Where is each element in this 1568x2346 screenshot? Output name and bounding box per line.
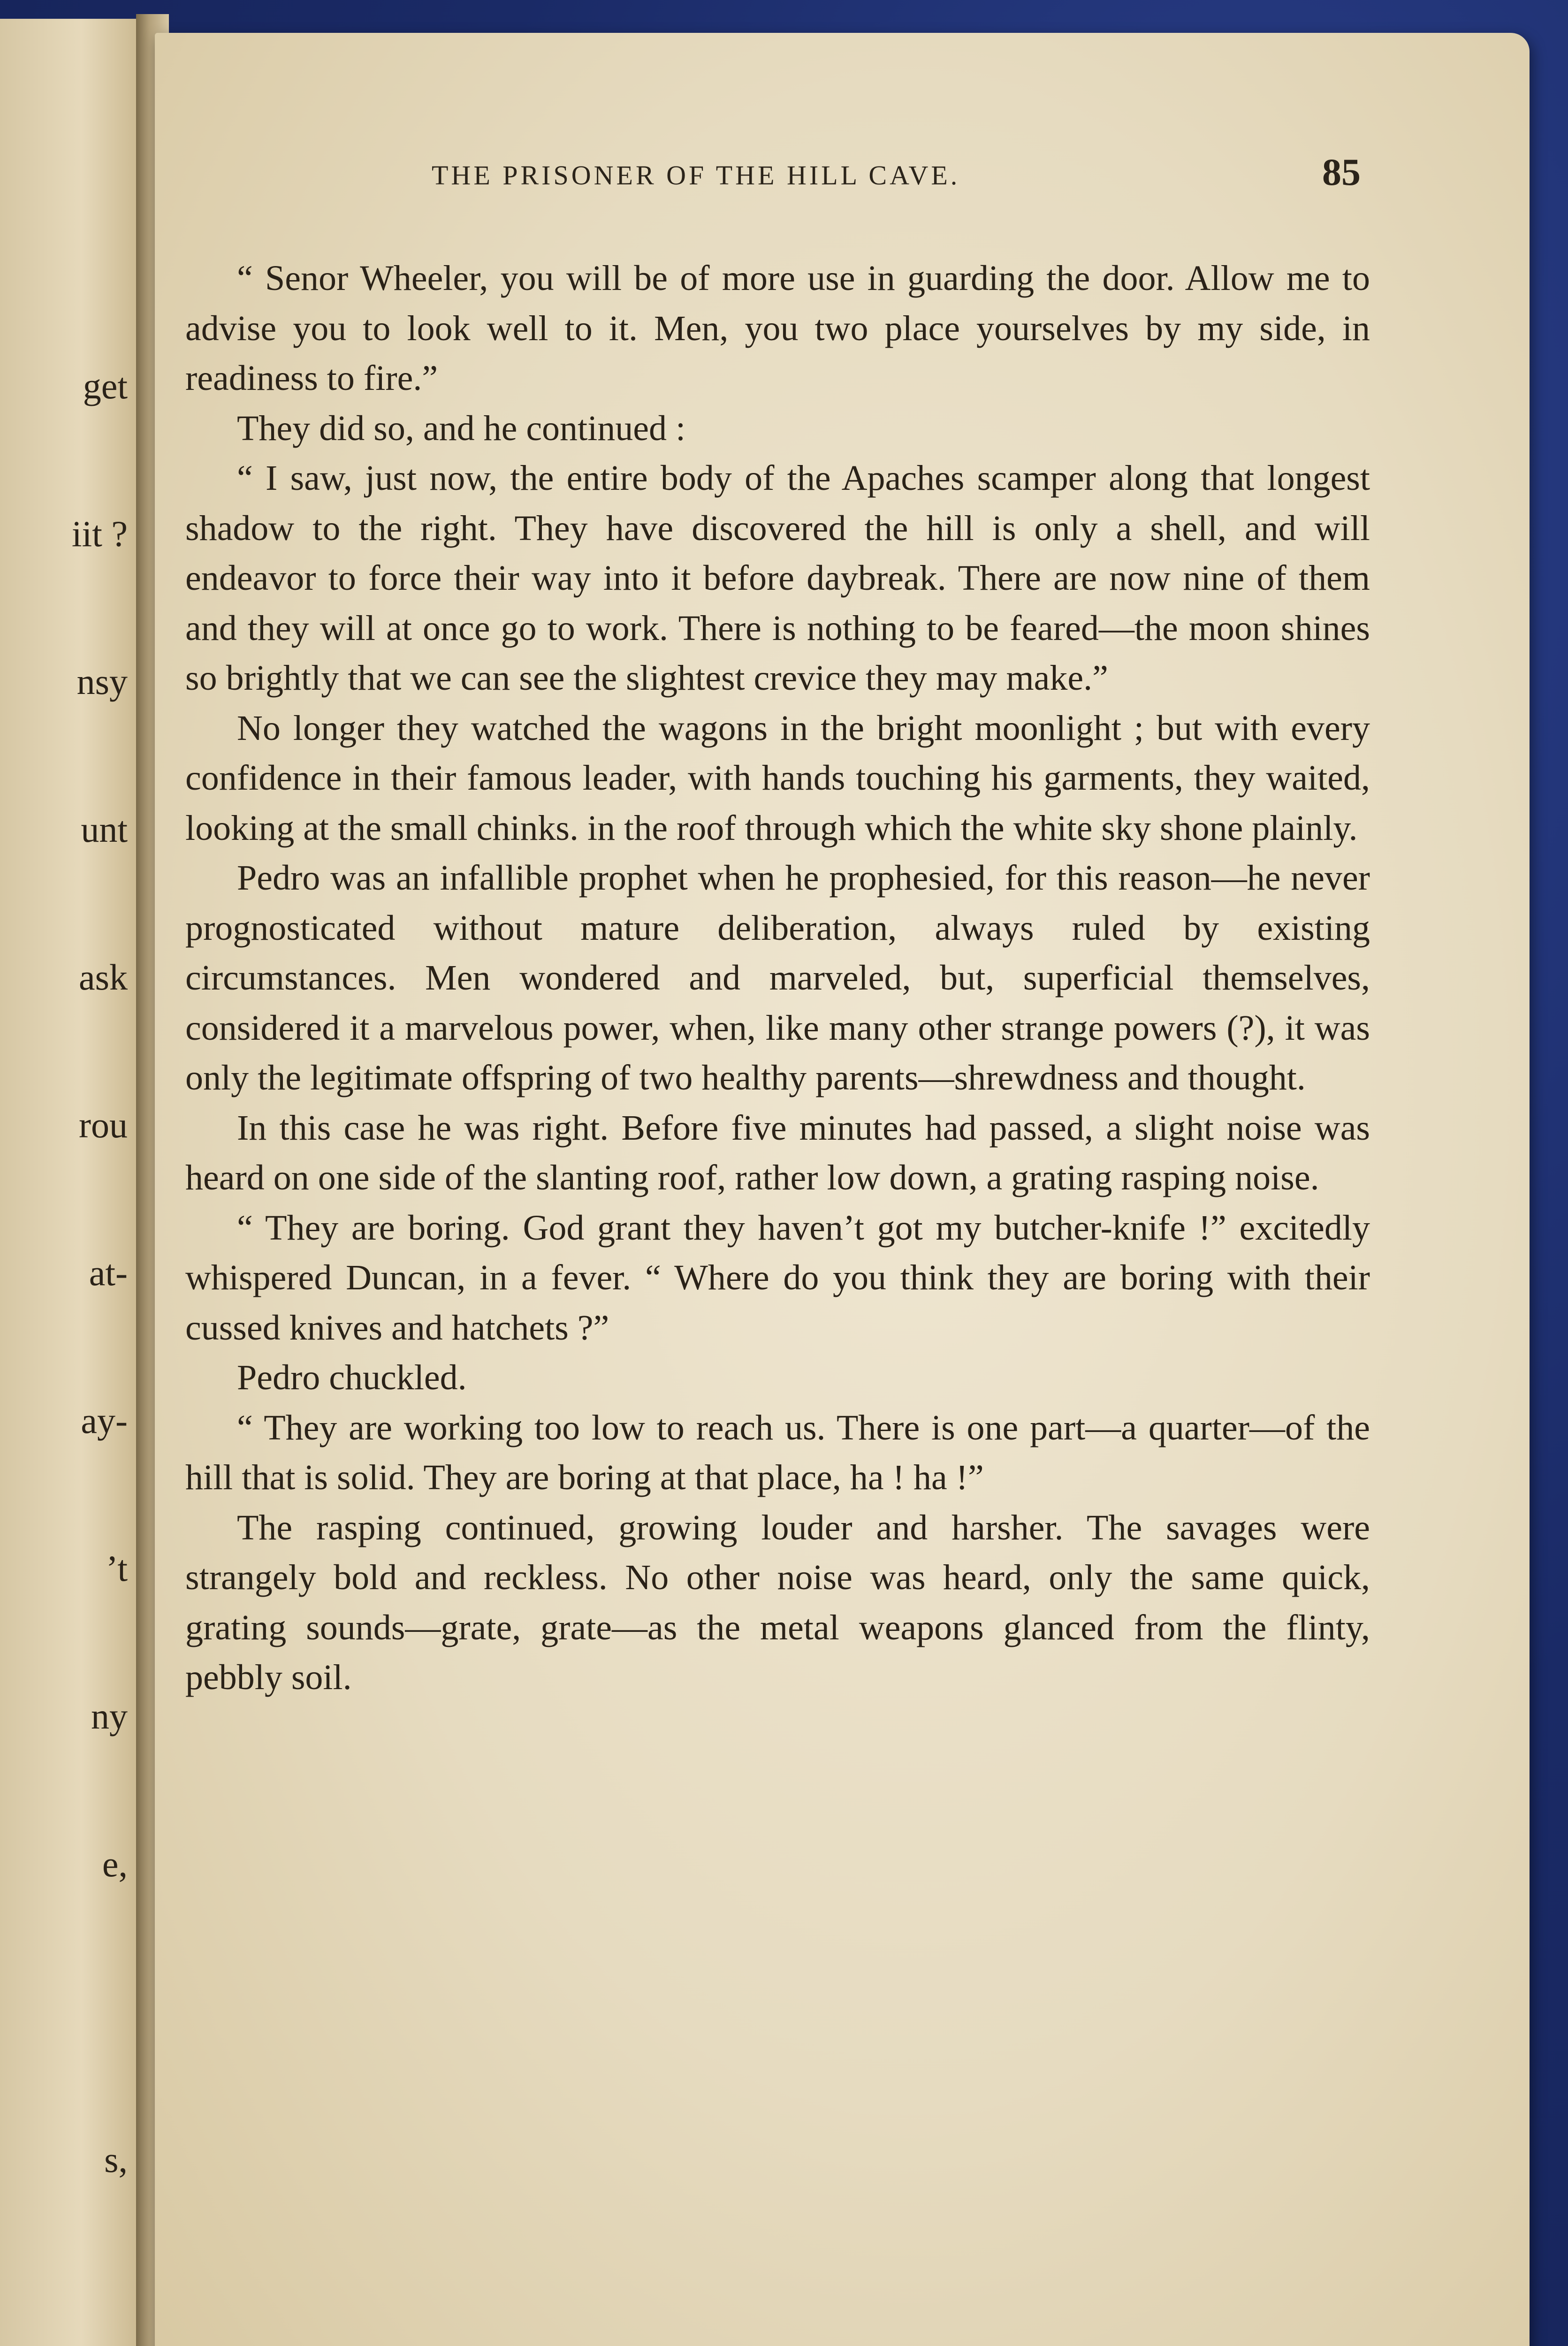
paragraph: “ Senor Wheeler, you will be of more use in guarding the door. Allow me to advise you to look well to it. Men, you two place yourselves by my side, in readiness to fire.”	[185, 259, 1370, 398]
previous-page-fragment: ’t	[106, 1548, 128, 1589]
paragraph: “ I saw, just now, the entire body of the Apaches scamper along that longest shadow to the right. They have discovered the hill is only a shell, and will endeavor to force their way into it before daybreak. There are now nine of them and they will at once go to work. There is nothing to be feared—the moon shines so brightly that we can see the slightest crevice they may make.”	[185, 458, 1370, 698]
paragraph: They did so, and he continued :	[237, 408, 686, 448]
page-header	[263, 141, 1361, 192]
body-text	[185, 253, 1370, 1703]
previous-page-edge	[0, 19, 141, 2346]
paragraph: The rasping continued, growing louder and harsher. The savages were strangely bold and reckless. No other noise was heard, only the same quick, grating sounds—grate, grate—as the metal weapons glanced from the flinty, pebbly soil.	[185, 1508, 1370, 1697]
previous-page-fragment: rou	[79, 1104, 128, 1145]
previous-page-fragment: ask	[79, 957, 128, 998]
page-number: 85	[1322, 151, 1361, 193]
paragraph: Pedro chuckled.	[237, 1358, 467, 1397]
previous-page-fragment	[6, 1987, 128, 2036]
previous-page-fragment: nsy	[76, 661, 128, 702]
paragraph: No longer they watched the wagons in the bright moonlight ; but with every confidence in their famous leader, with hands touching his garments, they waited, looking at the small chinks. in the roof through which the white sky shone plainly.	[185, 708, 1370, 848]
previous-page-fragment: e,	[102, 1843, 128, 1884]
previous-page-fragment: ny	[91, 1696, 128, 1737]
paragraph: “ They are working too low to reach us. There is one part—a quarter—of the hill that is solid. They are boring at that place, ha ! ha !”	[185, 1408, 1370, 1497]
paragraph: Pedro was an infallible prophet when he prophesied, for this reason—he never prognosticated without mature deliberation, always ruled by existing circumstances. Men wondered and marveled, but, superficial themselves, considered it a marvelous power, when, like many other strange powers (?), it was only the legitimate offspring of two healthy parents—shrewdness and thought.	[185, 858, 1370, 1097]
paragraph: “ They are boring. God grant they haven’t got my butcher-knife !” excitedly whispered Duncan, in a fever. “ Where do you think they are boring with their cussed knives and hatchets ?”	[185, 1208, 1370, 1348]
previous-page-fragment: iit ?	[71, 513, 128, 554]
running-head: THE PRISONER OF THE HILL CAVE.	[432, 160, 960, 190]
previous-page-fragment: get	[83, 366, 128, 406]
previous-page-fragment: unt	[81, 809, 128, 850]
previous-page-text	[6, 19, 128, 2346]
previous-page-fragment	[6, 2283, 128, 2332]
paragraph: In this case he was right. Before five minutes had passed, a slight noise was heard on one side of the slanting roof, rather low down, a grating rasping noise.	[185, 1108, 1370, 1197]
previous-page-fragment: ay-	[81, 1400, 128, 1441]
previous-page-fragment: at-	[89, 1252, 128, 1293]
previous-page-fragment: s,	[104, 2139, 128, 2180]
